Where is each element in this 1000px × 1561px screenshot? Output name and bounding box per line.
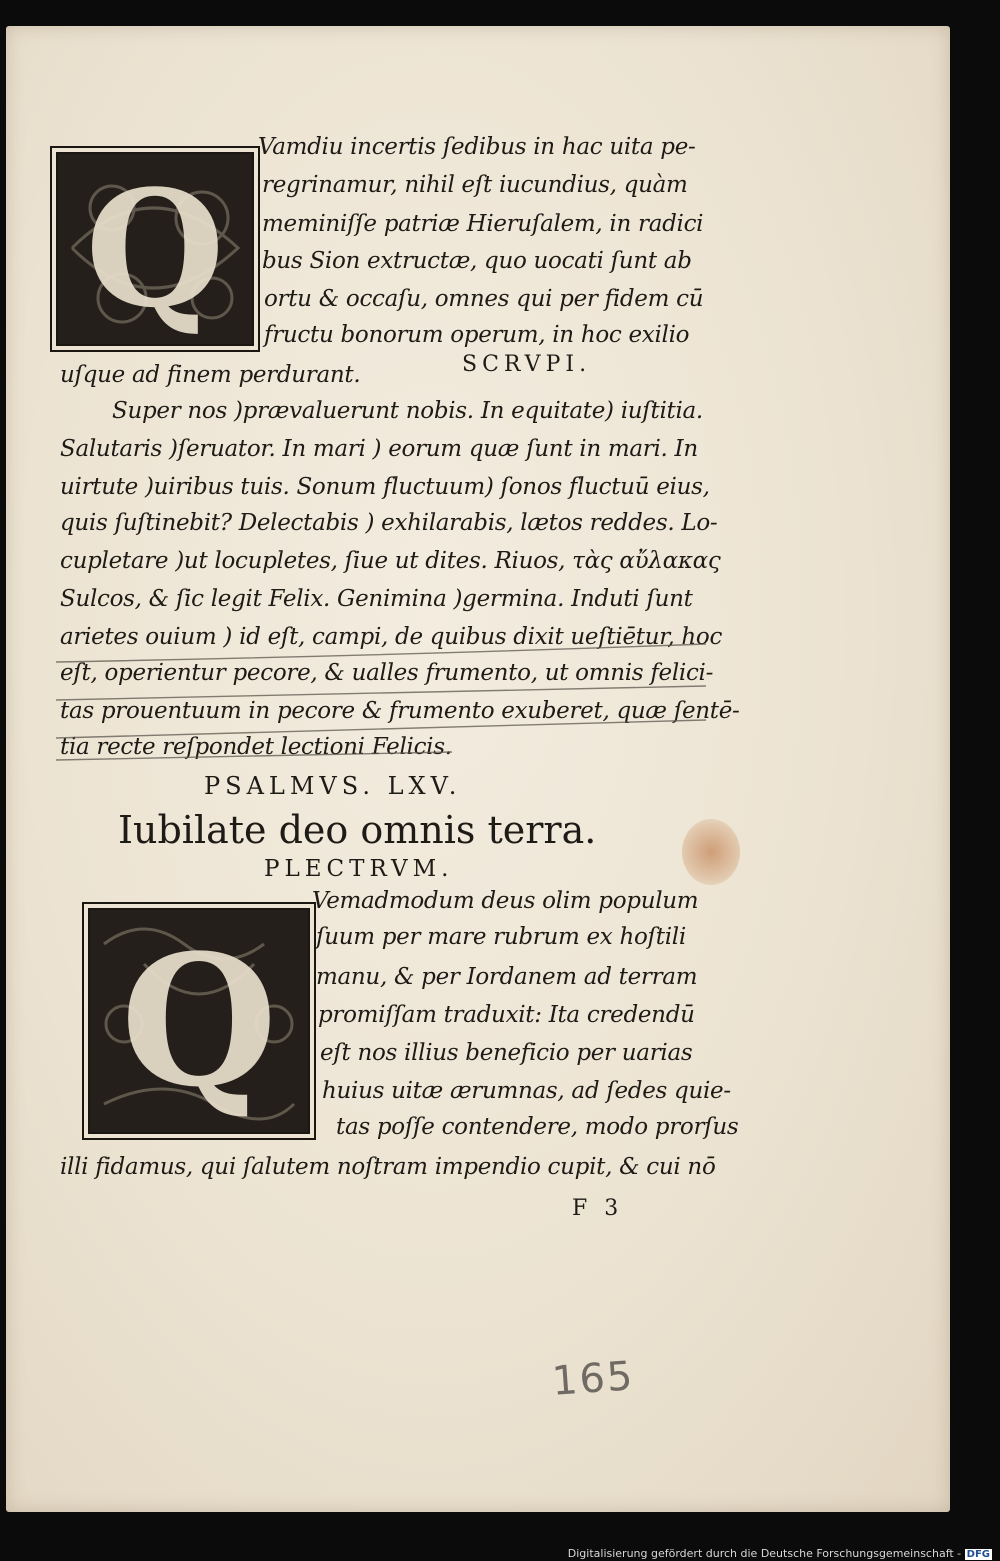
text-line: Salutaris )ſeruator. In mari ) eorum quæ ſunt in mari. In xyxy=(60,436,698,462)
text-line: tas prouentuum in pecore & frumento exuberet, quæ ſentē- xyxy=(60,698,740,724)
paper-stain xyxy=(682,819,740,885)
dfg-logo: DFG xyxy=(966,1549,990,1560)
text-line: tas poſſe contendere, modo prorſus xyxy=(336,1114,739,1140)
text-line: bus Sion extructæ, quo uocati ſunt ab xyxy=(262,248,692,274)
text-line: Vemadmodum deus olim populum xyxy=(312,888,699,914)
text-line: uſque ad finem perdurant. xyxy=(60,362,361,388)
text-line: huius uitæ ærumnas, ad ſedes quie- xyxy=(322,1078,731,1104)
text-line: Vamdiu incertis ſedibus in hac uita pe- xyxy=(258,134,696,160)
text-line: promiſſam traduxit: Ita credendū xyxy=(318,1002,695,1028)
credit-text: Digitalisierung gefördert durch die Deutsche Forschungsgemeinschaft - xyxy=(567,1547,962,1560)
signature-mark: F 3 xyxy=(572,1196,624,1221)
text-line: ortu & occaſu, omnes qui per fidem cū xyxy=(264,286,704,312)
text-line: uirtute )uiribus tuis. Sonum fluctuum) ſonos fluctuū eius, xyxy=(60,474,710,500)
heading-scrupi: SCRVPI. xyxy=(462,352,592,377)
text-line: eſt, operientur pecore, & ualles frumento, ut omnis felici- xyxy=(60,660,714,686)
text-line: regrinamur, nihil eſt iucundius, quàm xyxy=(262,172,688,198)
heading-plectrum: PLECTRVM. xyxy=(264,856,454,882)
initial-letter-2: Q xyxy=(120,915,278,1127)
text-line: arietes ouium ) id eſt, campi, de quibus dixit ueſtiētur, hoc xyxy=(60,624,723,650)
initial-letter-1: Q xyxy=(85,155,225,343)
text-line: Super nos )prævaluerunt nobis. In equitate) iuſtitia. xyxy=(112,398,703,424)
text-line: manu, & per Iordanem ad terram xyxy=(316,964,698,990)
text-line: Sulcos, & ſic legit Felix. Genimina )germina. Induti ſunt xyxy=(60,586,693,612)
text-line: cupletare )ut locupletes, ſiue ut dites. Riuos, τὰς αὔλακας xyxy=(60,548,721,574)
psalm-heading: PSALMVS. LXV. xyxy=(204,772,462,800)
psalm-incipit: Iubilate deo omnis terra. xyxy=(118,808,597,852)
digitization-credit xyxy=(568,1547,992,1560)
decorated-initial-q-2 xyxy=(82,902,316,1140)
text-line: illi fidamus, qui ſalutem noſtram impendio cupit, & cui nō xyxy=(60,1154,716,1180)
decorated-initial-q-1 xyxy=(50,146,260,352)
handwritten-folio-number: 165 xyxy=(550,1353,636,1405)
text-line: meminiſſe patriæ Hieruſalem, in radici xyxy=(262,211,704,237)
text-line: eſt nos illius beneficio per uarias xyxy=(320,1040,693,1066)
text-line: quis ſuſtinebit? Delectabis ) exhilarabis, lætos reddes. Lo- xyxy=(60,510,718,536)
book-page xyxy=(6,26,950,1512)
text-line: tia recte reſpondet lectioni Felicis. xyxy=(60,734,452,760)
text-line: fructu bonorum operum, in hoc exilio xyxy=(264,322,690,348)
text-line: ſuum per mare rubrum ex hoſtili xyxy=(316,924,686,950)
